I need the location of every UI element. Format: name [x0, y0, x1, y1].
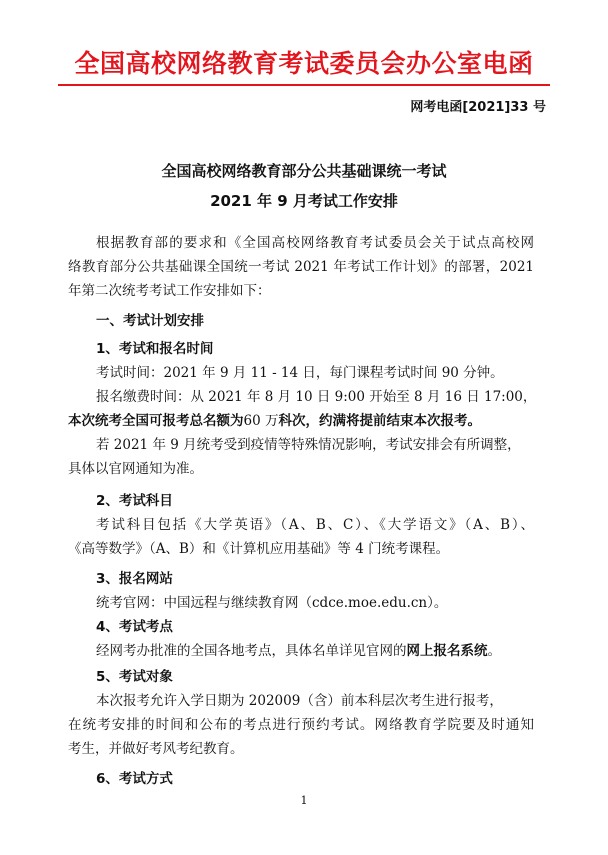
covid-note-line-2: 具体以官网通知为准。 [68, 461, 203, 477]
candidates-line-3: 考生，并做好考风考纪教育。 [68, 741, 244, 757]
document-title-line1: 全国高校网络教育部分公共基础课统一考试 [161, 162, 447, 180]
intro-line-2: 络教育部分公共基础课全国统一考试 2021 年考试工作计划》的部署，2021 [68, 259, 534, 275]
quota-notice [68, 412, 481, 430]
quota-amount: 60 万 [243, 413, 279, 429]
covid-note-line-1: 若 2021 年 9 月统考受到疫情等特殊情况影响，考试安排会有所调整， [96, 437, 521, 453]
letterhead-title: 全国高校网络教育考试委员会办公室电函 [74, 49, 534, 78]
document-title-line2: 2021 年 9 月考试工作安排 [210, 192, 398, 210]
subsection-heading-subjects: 2、考试科目 [96, 493, 173, 509]
venues-text-a: 经网考办批准的全国各地考点，具体名单详见官网的 [96, 643, 407, 659]
venues-text-c: 。 [487, 643, 501, 659]
subsection-heading-venues: 4、考试考点 [96, 619, 173, 635]
intro-line-1: 根据教育部的要求和《全国高校网络教育考试委员会关于试点高校网 [96, 235, 534, 251]
website-line: 统考官网：中国远程与继续教育网（cdce.moe.edu.cn）。 [96, 595, 448, 611]
page-number: 1 [300, 794, 308, 807]
exam-time-text: 考试时间：2021 年 9 月 11 - 14 日，每门课程考试时间 90 分钟。 [96, 365, 504, 381]
subsection-heading-method: 6、考试方式 [96, 771, 173, 787]
venues-line [96, 642, 501, 660]
subjects-line-2: 《高等数学》（A、B）和《计算机应用基础》等 4 门统考课程。 [68, 541, 450, 557]
candidates-line-1: 本次报考允许入学日期为 202009（含）前本科层次考生进行报考， [96, 693, 503, 709]
venues-registration-system: 网上报名系统 [406, 643, 488, 659]
subjects-line-1: 考试科目包括《大学英语》（A、B、C）、《大学语文》（A、B）、 [96, 517, 534, 533]
subsection-heading-candidates: 5、考试对象 [96, 669, 173, 685]
section-heading-plan: 一、考试计划安排 [96, 313, 204, 329]
quota-text-c: 科次，约满将提前结束本次报考。 [278, 413, 481, 429]
intro-line-3: 年第二次统考考试工作安排如下： [68, 283, 271, 299]
quota-text-a: 本次统考全国可报考总名额为 [68, 413, 244, 429]
registration-time-text: 报名缴费时间：从 2021 年 8 月 10 日 9:00 开始至 8 月 16 日 17:00， [96, 389, 537, 405]
subsection-heading-time: 1、考试和报名时间 [96, 341, 214, 357]
letterhead-rule [58, 84, 550, 86]
candidates-line-2: 在统考安排的时间和公布的考点进行预约考试。网络教育学院要及时通知 [68, 717, 534, 733]
document-number: 网考电函[2021]33 号 [410, 100, 546, 115]
subsection-heading-website: 3、报名网站 [96, 571, 173, 587]
